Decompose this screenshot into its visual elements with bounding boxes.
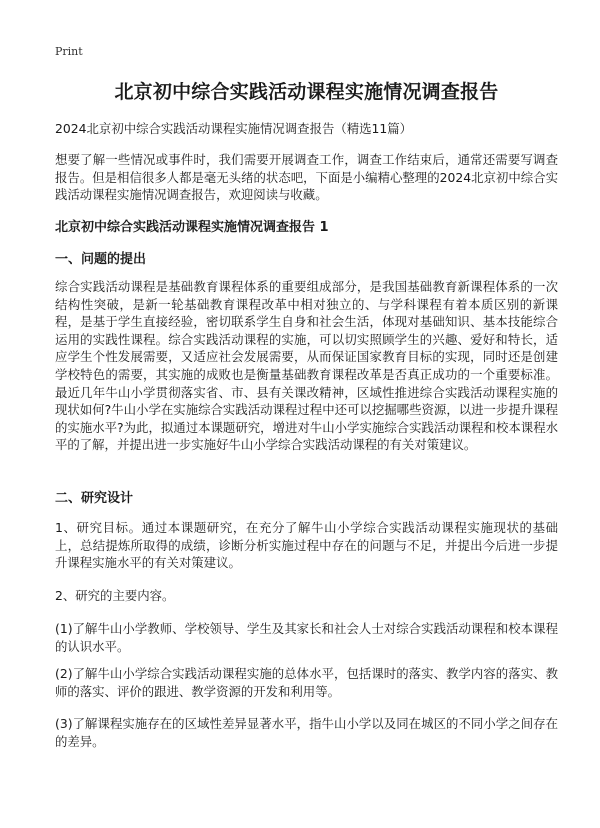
intro-paragraph: 想要了解一些情况或事件时，我们需要开展调查工作，调查工作结束后，通常还需要写调查报告。但是相信很多人都是毫无头绪的状态吧，下面是小编精心整理的2024北京初中综合实践活动课程实施情况调查报告，欢迎阅读与收藏。	[55, 152, 558, 203]
print-link[interactable]: Print	[55, 45, 83, 58]
section-2-paragraph-2: 2、研究的主要内容。	[55, 588, 175, 603]
section-2-paragraph-4: (2)了解牛山小学综合实践活动课程实施的总体水平，包括课时的落实、教学内容的落实、教师的落实、评价的跟进、教学资源的开发和利用等。	[55, 666, 558, 699]
section-2-paragraph-5: (3)了解课程实施存在的区域性差异显著水平，指牛山小学以及同在城区的不同小学之间存在的差异。	[55, 716, 558, 749]
document-subtitle: 2024北京初中综合实践活动课程实施情况调查报告（精选11篇）	[55, 121, 413, 136]
section-1-body: 综合实践活动课程是基础教育课程体系的重要组成部分，是我国基础教育新课程体系的一次结构性突破，是新一轮基础教育课程改革中相对独立的、与学科课程有着本质区别的新课程，是基于学生直接经验，密切联系学生自身和社会生活，体现对基础知识、基本技能综合运用的实践性课程。综合实践活动课程的实施，可以切实照顾学生的兴趣、爱好和特长，适应学生个性发展需要，又适应社会发展需要，从而保证国家教育目标的实现，同时还是创建学校特色的需要，其实施的成败也是衡量基础教育课程改革是否真正成功的一个重要标准。最近几年牛山小学贯彻落实省、市、县有关课改精神，区域性推进综合实践活动课程实施的现状如何?牛山小学在实施综合实践活动课程过程中还可以挖掘哪些资源，以进一步提升课程的实施水平?为此，拟通过本课题研究，增进对牛山小学实施综合实践活动课程和校本课程水平的了解，并提出进一步实施好牛山小学综合实践活动课程的有关对策建议。	[55, 279, 558, 453]
section-2-paragraph-1: 1、研究目标。通过本课题研究，在充分了解牛山小学综合实践活动课程实施现状的基础上，总结提炼所取得的成绩，诊断分析实施过程中存在的问题与不足，并提出今后进一步提升课程实施水平的有关对策建议。	[55, 520, 558, 571]
section-2-paragraph-3: (1)了解牛山小学教师、学校领导、学生及其家长和社会人士对综合实践活动课程和校本课程的认识水平。	[55, 621, 558, 654]
section-2-heading: 二、研究设计	[55, 491, 134, 506]
document-title: 北京初中综合实践活动课程实施情况调查报告	[114, 81, 499, 103]
section-1-heading: 一、问题的提出	[55, 252, 147, 267]
report-heading: 北京初中综合实践活动课程实施情况调查报告 1	[55, 220, 329, 235]
